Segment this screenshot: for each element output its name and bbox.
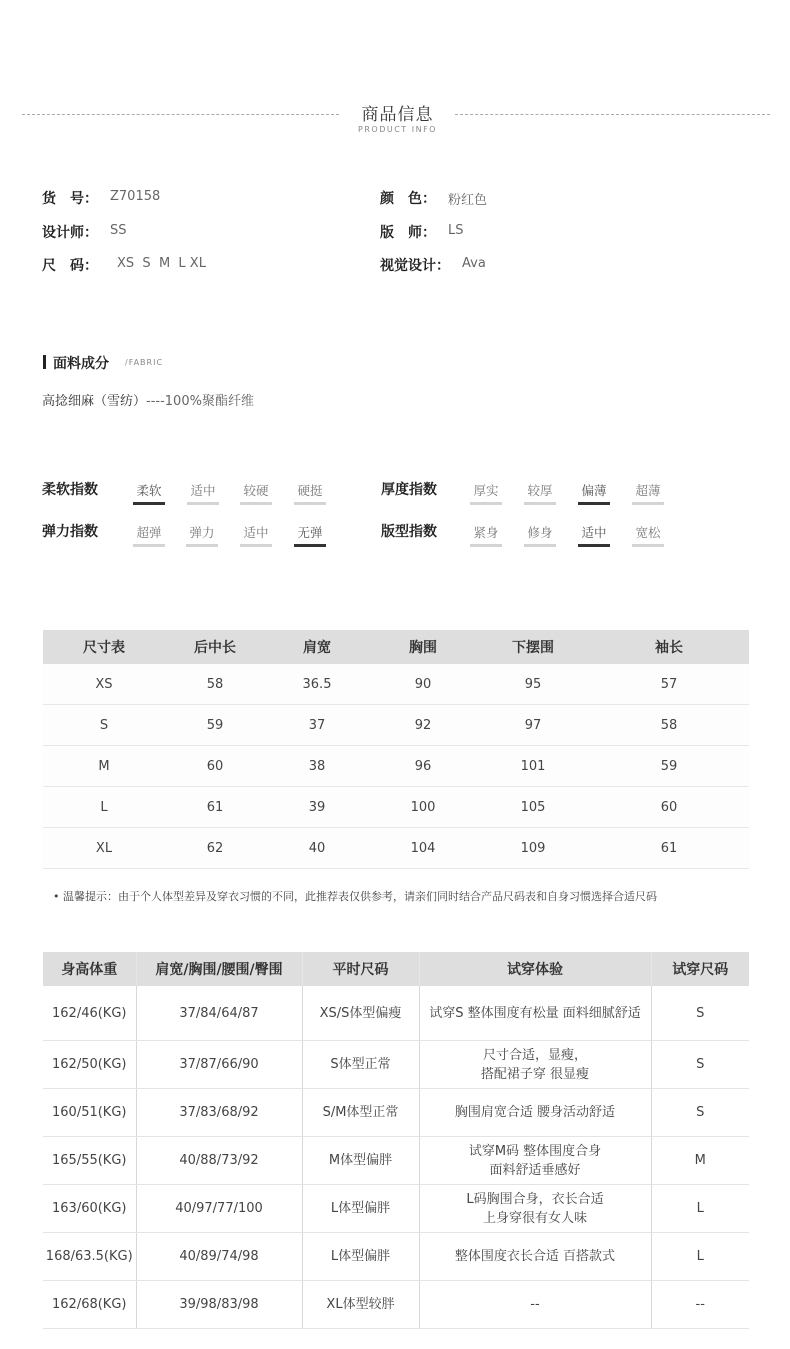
- table-cell: L体型偏胖: [302, 1185, 419, 1233]
- table-cell: L: [43, 787, 165, 828]
- fabric-section-bar: [43, 355, 46, 369]
- softness-option: 硬挺: [294, 481, 326, 505]
- elasticity-option: 无弹: [294, 523, 326, 547]
- table-cell: 61: [165, 787, 265, 828]
- table-cell: 37/87/66/90: [136, 1041, 302, 1089]
- table-cell: 59: [589, 746, 749, 787]
- size-table-header: [43, 630, 749, 664]
- fabric-composition: [42, 390, 254, 409]
- table-cell: 39/98/83/98: [136, 1281, 302, 1329]
- size-tip-note: • 温馨提示：由于个人体型差异及穿衣习惯的不同，此推荐表仅供参考，请亲们同时结合产品尺码表和自身习惯选择合适尺码: [53, 890, 657, 903]
- designer-value: SS: [110, 223, 127, 238]
- table-row: [43, 1089, 749, 1137]
- size-table-header-cell: 肩宽: [265, 630, 369, 664]
- softness-option: 较硬: [240, 481, 272, 505]
- table-cell: L: [651, 1233, 749, 1281]
- table-row: [43, 1233, 749, 1281]
- fabric-section-title: 面料成分: [53, 356, 109, 372]
- table-cell: 62: [165, 828, 265, 869]
- table-row: [43, 1137, 749, 1185]
- size-table-header-cell: 尺寸表: [43, 630, 165, 664]
- table-cell: 162/50(KG): [43, 1041, 136, 1089]
- table-cell: L码胸围合身，衣长合适 上身穿很有女人味: [419, 1185, 651, 1233]
- size-table: [43, 630, 749, 869]
- softness-index-label: 柔软指数: [42, 482, 98, 498]
- try-on-header-cell: 肩宽/胸围/腰围/臀围: [136, 952, 302, 986]
- item-no-label: 货 号：: [42, 191, 98, 207]
- table-row: [43, 746, 749, 787]
- fit-option: 修身: [524, 523, 556, 547]
- page-subtitle: PRODUCT INFO: [358, 125, 437, 134]
- table-row: [43, 705, 749, 746]
- color-label: 颜 色：: [380, 191, 436, 207]
- try-on-header-cell: 身高体重: [43, 952, 136, 986]
- table-cell: 58: [165, 664, 265, 705]
- table-cell: 60: [589, 787, 749, 828]
- table-cell: 37/83/68/92: [136, 1089, 302, 1137]
- item-no-value: Z70158: [110, 189, 161, 204]
- table-cell: 40/88/73/92: [136, 1137, 302, 1185]
- table-cell: 160/51(KG): [43, 1089, 136, 1137]
- size-table-header-cell: 后中长: [165, 630, 265, 664]
- table-cell: M: [43, 746, 165, 787]
- table-cell: S: [43, 705, 165, 746]
- table-cell: 109: [477, 828, 589, 869]
- size-table-header-cell: 袖长: [589, 630, 749, 664]
- table-cell: 105: [477, 787, 589, 828]
- table-cell: 36.5: [265, 664, 369, 705]
- table-cell: 162/46(KG): [43, 986, 136, 1041]
- elasticity-option: 弹力: [186, 523, 218, 547]
- fabric-material: 高捻细麻（雪纺）: [42, 394, 147, 409]
- thickness-index-label: 厚度指数: [381, 482, 437, 498]
- table-cell: 39: [265, 787, 369, 828]
- table-cell: 40/97/77/100: [136, 1185, 302, 1233]
- table-cell: 97: [477, 705, 589, 746]
- fit-option: 宽松: [632, 523, 664, 547]
- table-cell: 37/84/64/87: [136, 986, 302, 1041]
- table-cell: S: [651, 1089, 749, 1137]
- elasticity-option: 超弹: [133, 523, 165, 547]
- table-cell: L体型偏胖: [302, 1233, 419, 1281]
- thickness-option: 厚实: [470, 481, 502, 505]
- table-cell: S: [651, 1041, 749, 1089]
- table-cell: --: [651, 1281, 749, 1329]
- table-cell: 162/68(KG): [43, 1281, 136, 1329]
- table-cell: 58: [589, 705, 749, 746]
- table-cell: XS: [43, 664, 165, 705]
- try-on-table-header: [43, 952, 749, 986]
- table-cell: S体型正常: [302, 1041, 419, 1089]
- thickness-option: 较厚: [524, 481, 556, 505]
- try-on-header-cell: 试穿尺码: [651, 952, 749, 986]
- fabric-section-subtitle: /FABRIC: [125, 358, 164, 367]
- table-cell: 40: [265, 828, 369, 869]
- table-cell: M体型偏胖: [302, 1137, 419, 1185]
- table-cell: M: [651, 1137, 749, 1185]
- table-cell: 尺寸合适，显瘦， 搭配裙子穿 很显瘦: [419, 1041, 651, 1089]
- try-on-table: [43, 952, 749, 1329]
- elasticity-index-label: 弹力指数: [42, 524, 98, 540]
- table-cell: 38: [265, 746, 369, 787]
- table-cell: 整体围度衣长合适 百搭款式: [419, 1233, 651, 1281]
- visual-design-label: 视觉设计：: [380, 258, 450, 274]
- fit-index-label: 版型指数: [381, 524, 437, 540]
- visual-design-value: Ava: [462, 256, 486, 271]
- table-cell: 90: [369, 664, 477, 705]
- table-cell: L: [651, 1185, 749, 1233]
- table-cell: --: [419, 1281, 651, 1329]
- pattern-maker-label: 版 师：: [380, 225, 436, 241]
- table-row: [43, 664, 749, 705]
- table-cell: XL: [43, 828, 165, 869]
- table-cell: 168/63.5(KG): [43, 1233, 136, 1281]
- pattern-maker-value: LS: [448, 223, 464, 238]
- try-on-header-cell: 平时尺码: [302, 952, 419, 986]
- table-row: [43, 1185, 749, 1233]
- table-cell: S: [651, 986, 749, 1041]
- table-cell: 104: [369, 828, 477, 869]
- table-row: [43, 986, 749, 1041]
- table-cell: 60: [165, 746, 265, 787]
- fit-option: 适中: [578, 523, 610, 547]
- elasticity-option: 适中: [240, 523, 272, 547]
- table-cell: 37: [265, 705, 369, 746]
- designer-label: 设计师：: [42, 225, 98, 241]
- table-cell: 40/89/74/98: [136, 1233, 302, 1281]
- table-cell: 试穿S 整体围度有松量 面料细腻舒适: [419, 986, 651, 1041]
- table-cell: S/M体型正常: [302, 1089, 419, 1137]
- table-cell: 57: [589, 664, 749, 705]
- table-cell: 101: [477, 746, 589, 787]
- table-row: [43, 1281, 749, 1329]
- table-cell: 165/55(KG): [43, 1137, 136, 1185]
- table-cell: 163/60(KG): [43, 1185, 136, 1233]
- size-table-header-cell: 胸围: [369, 630, 477, 664]
- table-cell: 59: [165, 705, 265, 746]
- table-row: [43, 1041, 749, 1089]
- try-on-header-cell: 试穿体验: [419, 952, 651, 986]
- table-cell: 95: [477, 664, 589, 705]
- table-cell: 试穿M码 整体围度合身 面料舒适垂感好: [419, 1137, 651, 1185]
- fabric-percent: ----100%聚酯纤维: [146, 394, 254, 409]
- size-table-header-cell: 下摆围: [477, 630, 589, 664]
- size-value: XS S M L XL: [117, 256, 206, 271]
- thickness-option: 超薄: [632, 481, 664, 505]
- table-cell: 92: [369, 705, 477, 746]
- softness-option: 柔软: [133, 481, 165, 505]
- table-cell: 61: [589, 828, 749, 869]
- size-label: 尺 码：: [42, 258, 98, 274]
- table-row: [43, 828, 749, 869]
- thickness-option: 偏薄: [578, 481, 610, 505]
- softness-option: 适中: [187, 481, 219, 505]
- table-cell: XL体型较胖: [302, 1281, 419, 1329]
- table-row: [43, 787, 749, 828]
- table-cell: 胸围肩宽合适 腰身活动舒适: [419, 1089, 651, 1137]
- page-title: 商品信息: [361, 105, 434, 125]
- fit-option: 紧身: [470, 523, 502, 547]
- table-cell: XS/S体型偏瘦: [302, 986, 419, 1041]
- table-cell: 100: [369, 787, 477, 828]
- table-cell: 96: [369, 746, 477, 787]
- color-value: 粉红色: [448, 193, 488, 208]
